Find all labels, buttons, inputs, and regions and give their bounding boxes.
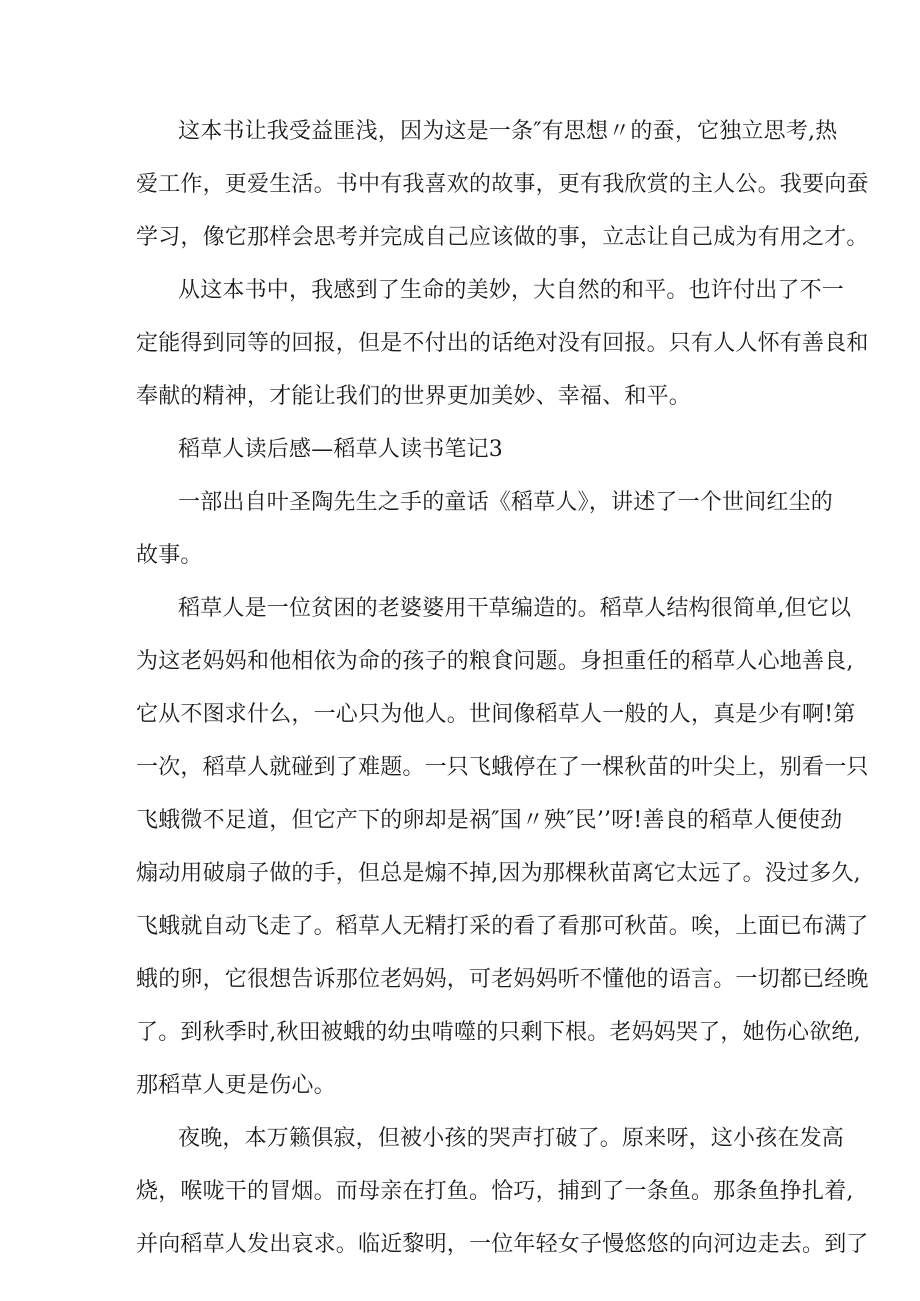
text-line-14: 飞蛾微不足道，但它产下的卵却是祸″国〃殃″民’’呀!善良的稻草人便使劲 bbox=[136, 808, 843, 833]
text-line-3: 学习，像它那样会思考并完成自己应该做的事，立志让自己成为有用之才。 bbox=[136, 225, 869, 250]
text-line-4: 从这本书中，我感到了生命的美妙，大自然的和平。也许付出了不一 bbox=[178, 278, 845, 303]
text-line-8: 一部出自叶圣陶先生之手的童话《稻草人》，讲述了一个世间红尘的 bbox=[178, 490, 834, 515]
text-line-12: 它从不图求什么，一心只为他人。世间像稻草人一般的人，真是少有啊!第 bbox=[136, 702, 856, 727]
text-line-18: 了。到秋季时,秋田被蛾的幼虫啃噬的只剩下根。老妈妈哭了，她伤心欲绝, bbox=[136, 1020, 861, 1045]
text-line-6: 奉献的精神，才能让我们的世界更加美妙、幸福、和平。 bbox=[136, 384, 692, 409]
text-line-19: 那稻草人更是伤心。 bbox=[136, 1073, 336, 1098]
text-line-11: 为这老妈妈和他相依为命的孩子的粮食问题。身担重任的稻草人心地善良, bbox=[136, 649, 854, 674]
text-line-17: 蛾的卵，它很想告诉那位老妈妈，可老妈妈听不懂他的语言。一切都已经晚 bbox=[136, 967, 869, 992]
text-line-16: 飞蛾就自动飞走了。稻草人无精打采的看了看那可秋苗。唉，上面已布满了 bbox=[136, 914, 869, 939]
text-line-15: 煽动用破扇子做的手，但总是煽不掉,因为那棵秋苗离它太远了。没过多久, bbox=[136, 861, 861, 886]
section-heading: 稻草人读后感—稻草人读书笔记3 bbox=[178, 437, 503, 462]
text-line-13: 一次，稻草人就碰到了难题。一只飞蛾停在了一棵秋苗的叶尖上，别看一只 bbox=[136, 755, 869, 780]
text-line-10: 稻草人是一位贫困的老婆婆用干草编造的。稻草人结构很简单,但它以 bbox=[178, 596, 852, 621]
text-line-1: 这本书让我受益匪浅，因为这是一条″有思想〃的蚕，它独立思考,热 bbox=[178, 119, 838, 144]
text-line-22: 并向稻草人发出哀求。临近黎明，一位年轻女子慢悠悠的向河边走去。到了 bbox=[136, 1232, 869, 1257]
text-line-21: 烧，喉咙干的冒烟。而母亲在打鱼。恰巧，捕到了一条鱼。那条鱼挣扎着, bbox=[136, 1179, 854, 1204]
text-line-2: 爱工作，更爱生活。书中有我喜欢的故事，更有我欣赏的主人公。我要向蚕 bbox=[136, 172, 869, 197]
text-line-5: 定能得到同等的回报，但是不付出的话绝对没有回报。只有人人怀有善良和 bbox=[136, 331, 869, 356]
text-line-20: 夜晚，本万籁俱寂，但被小孩的哭声打破了。原来呀，这小孩在发高 bbox=[178, 1126, 845, 1151]
text-line-9: 故事。 bbox=[136, 543, 203, 568]
